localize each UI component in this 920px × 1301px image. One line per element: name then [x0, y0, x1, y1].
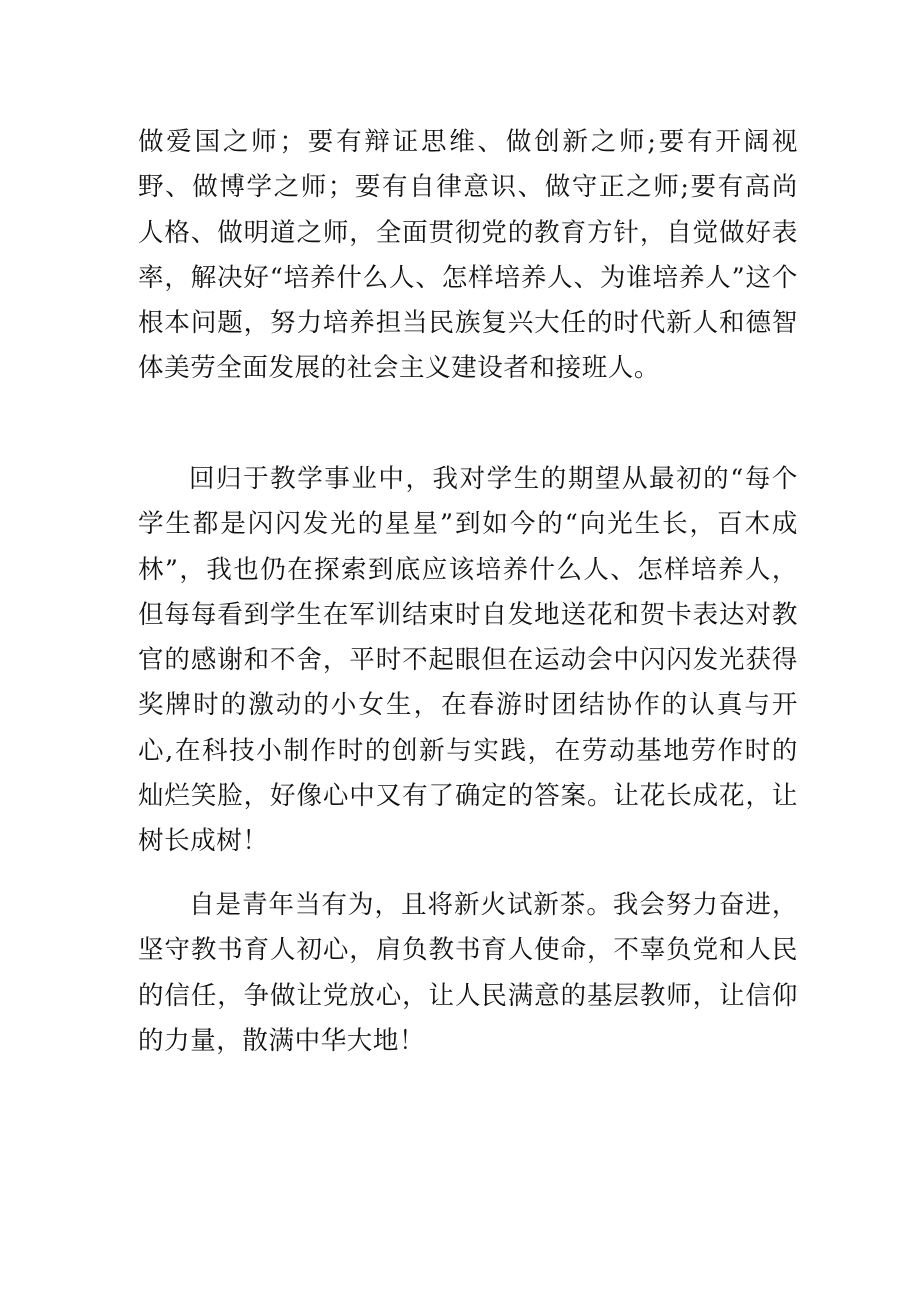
paragraph-teacher-qualities: 做爱国之师；要有辩证思维、做创新之师;要有开阔视野、做博学之师；要有自律意识、做守正之师;要有高尚人格、做明道之师，全面贯彻党的教育方针，自觉做好表率，解决好“培养什么人、怎样培养人、为谁培养人”这个根本问题，努力培养担当民族复兴大任的时代新人和德智体美劳全面发展的社会主义建设者和接班人。 — [138, 127, 798, 384]
paragraph-teaching-reflection: 回归于教学事业中，我对学生的期望从最初的“每个学生都是闪闪发光的星星”到如今的“向光生长，百木成林”，我也仍在探索到底应该培养什么人、怎样培养人，但每每看到学生在军训结束时自发地送花和贺卡表达对教官的感谢和不舍，平时不起眼但在运动会中闪闪发光获得奖牌时的激动的小女生，在春游时团结协作的认真与开心,在科技小制作时的创新与实践，在劳动基地劳作时的灿烂笑脸，好像心中又有了确定的答案。让花长成花，让树长成树！ — [138, 464, 798, 857]
paragraph-closing-commitment: 自是青年当有为，且将新火试新茶。我会努力奋进，坚守教书育人初心，肩负教书育人使命，不辜负党和人民的信任，争做让党放心，让人民满意的基层教师，让信仰的力量，散满中华大地！ — [138, 890, 798, 1056]
